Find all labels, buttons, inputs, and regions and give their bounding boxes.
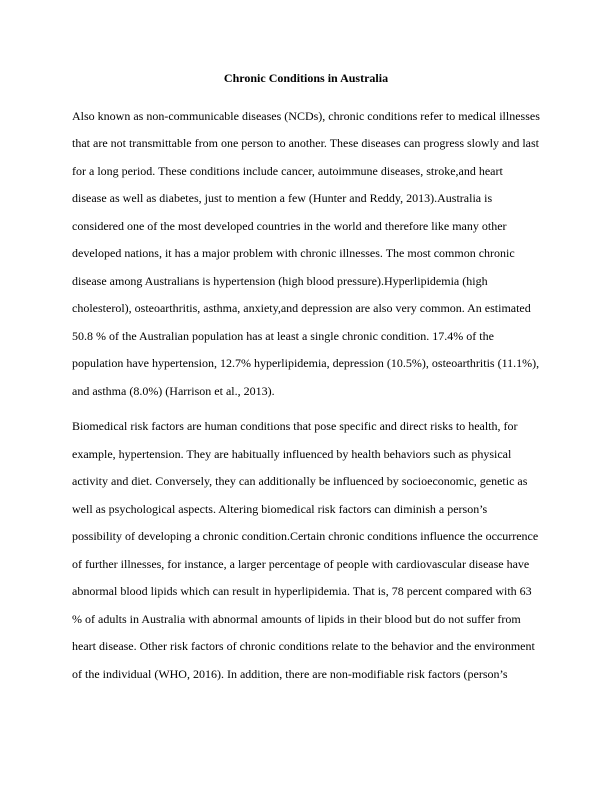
paragraph-2-line-6: of further illnesses, for instance, a larger percentage of people with cardiovascular disease have — [72, 557, 530, 571]
paragraph-2-line-5: possibility of developing a chronic condition.Certain chronic conditions influence the occurrence — [72, 529, 539, 543]
paragraph-2-line-9: heart disease. Other risk factors of chronic conditions relate to the behavior and the environment — [72, 639, 535, 653]
paragraph-1-line-1: Also known as non-communicable diseases (NCDs), chronic conditions refer to medical illnesses — [72, 109, 540, 123]
paragraph-2-line-3: activity and diet. Conversely, they can additionally be influenced by socioeconomic, genetic as — [72, 474, 528, 488]
paragraph-1-line-9: 50.8 % of the Australian population has at least a single chronic condition. 17.4% of the — [72, 329, 494, 343]
paragraph-1-line-4: disease as well as diabetes, just to mention a few (Hunter and Reddy, 2013).Australia is — [72, 191, 493, 205]
paragraph-2-line-4: well as psychological aspects. Altering biomedical risk factors can diminish a person’s — [72, 502, 488, 516]
paragraph-1-line-8: cholesterol), osteoarthritis, asthma, anxiety,and depression are also very common. An estimated — [72, 301, 531, 315]
paragraph-2-line-1: Biomedical risk factors are human conditions that pose specific and direct risks to health, for — [72, 419, 518, 433]
document-title: Chronic Conditions in Australia — [223, 71, 389, 85]
paragraph-2-line-8: % of adults in Australia with abnormal amounts of lipids in their blood but do not suffer from — [72, 612, 521, 626]
paragraph-1-line-10: population have hypertension, 12.7% hyperlipidemia, depression (10.5%), osteoarthritis (11.1%), — [72, 356, 540, 370]
paragraph-1-line-6: developed nations, it has a major problem with chronic illnesses. The most common chronic — [72, 246, 515, 260]
paragraph-1-line-5: considered one of the most developed countries in the world and therefore like many other — [72, 219, 507, 233]
paragraph-2-line-10: of the individual (WHO, 2016). In addition, there are non-modifiable risk factors (person’s — [72, 667, 508, 681]
paragraph-2-line-2: example, hypertension. They are habitually influenced by health behaviors such as physical — [72, 447, 512, 461]
paragraph-1-line-2: that are not transmittable from one person to another. These diseases can progress slowly and last — [72, 136, 539, 150]
paragraph-1-line-7: disease among Australians is hypertension (high blood pressure).Hyperlipidemia (high — [72, 274, 488, 288]
paragraph-1-line-11: and asthma (8.0%) (Harrison et al., 2013). — [72, 384, 275, 398]
paragraph-2-line-7: abnormal blood lipids which can result in hyperlipidemia. That is, 78 percent compared with 63 — [72, 584, 532, 598]
paragraph-1-line-3: for a long period. These conditions include cancer, autoimmune diseases, stroke,and heart — [72, 164, 503, 178]
